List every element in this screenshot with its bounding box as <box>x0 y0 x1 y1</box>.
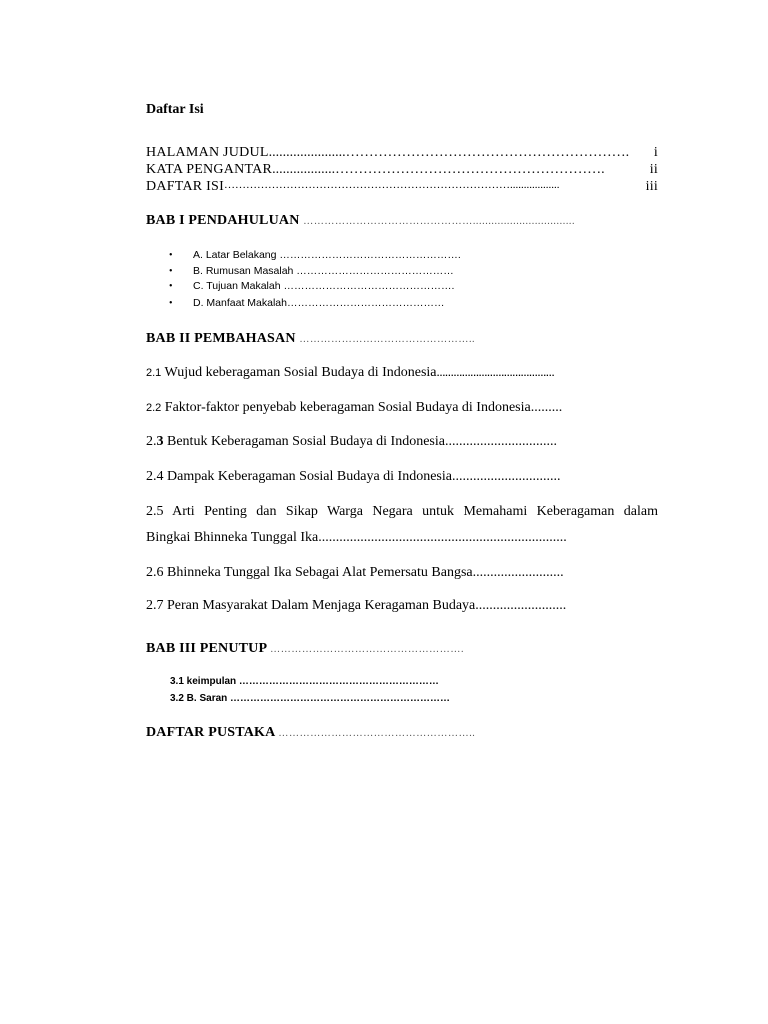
section-3-1: 3.1 keimpulan …………………………………………………… <box>170 676 439 687</box>
section-2-5-line-1: 2.5 Arti Penting dan Sikap Warga Negara untuk Memahami Keberagaman dalam <box>146 504 658 519</box>
toc-entry-label: KATA PENGANTAR <box>146 163 273 177</box>
toc-entry-page: iii <box>645 180 658 194</box>
toc-entry-leader: …………………………………………………………………….................. <box>224 180 560 191</box>
section-number: 2.1 <box>146 367 162 379</box>
section-2-2 <box>146 401 562 415</box>
chapter-heading-label: DAFTAR PUSTAKA <box>146 725 275 740</box>
toc-entry-halaman-judul <box>146 146 658 160</box>
section-3-2: 3.2 B. Saran ………………………………………………………… <box>170 693 451 704</box>
bullet-icon: • <box>169 250 173 261</box>
bullet-icon: • <box>169 298 173 309</box>
sub-item-tujuan-makalah: C. Tujuan Makalah …………………………………………. <box>193 280 455 292</box>
section-title: Faktor-faktor penyebab keberagaman Sosial Budaya di Indonesia......... <box>161 400 563 415</box>
section-2-3 <box>146 435 557 449</box>
toc-entry-kata-pengantar <box>146 163 658 177</box>
chapter-heading-daftar-pustaka <box>146 726 475 740</box>
toc-entry-label: HALAMAN JUDUL <box>146 146 269 160</box>
chapter-heading-bab-1 <box>146 214 575 228</box>
chapter-heading-leader: ………………………………………….. <box>299 334 476 345</box>
toc-entry-page: i <box>653 146 658 160</box>
bullet-icon: • <box>169 281 173 292</box>
section-number: 2.2 <box>146 402 162 414</box>
toc-entry-daftar-isi <box>146 180 658 194</box>
chapter-heading-leader: ………………………………………………. <box>270 644 465 655</box>
toc-entry-label: DAFTAR ISI <box>146 180 224 194</box>
section-number: 2. <box>146 434 157 449</box>
section-2-6: 2.6 Bhinneka Tunggal Ika Sebagai Alat Pemersatu Bangsa.......................... <box>146 565 564 580</box>
chapter-heading-label: BAB II PEMBAHASAN <box>146 331 296 346</box>
section-title: Wujud keberagaman Sosial Budaya di Indonesia <box>161 365 437 380</box>
sub-item-manfaat-makalah: D. Manfaat Makalah……………………………………… <box>193 297 445 309</box>
section-2-7: 2.7 Peran Masyarakat Dalam Menjaga Keragaman Budaya.......................... <box>146 598 567 613</box>
toc-entry-leader: ......................……………………………………………………. <box>268 146 630 160</box>
toc-entry-page: ii <box>649 163 658 177</box>
section-leader: …………………………………… <box>436 368 555 378</box>
section-2-5-line-2: Bingkai Bhinneka Tunggal Ika....................................................................... <box>146 530 567 545</box>
chapter-heading-leader: …………………………………………................................. <box>303 216 576 227</box>
chapter-heading-leader: ……………………………………………….. <box>278 728 476 739</box>
section-2-1 <box>146 366 554 380</box>
section-2-4: 2.4 Dampak Keberagaman Sosial Budaya di Indonesia............................... <box>146 469 561 484</box>
chapter-heading-bab-2 <box>146 332 475 346</box>
section-title: Bentuk Keberagaman Sosial Budaya di Indonesia................................ <box>163 434 557 449</box>
sub-item-rumusan-masalah: B. Rumusan Masalah ……………………………………… <box>193 265 454 277</box>
page-title: Daftar Isi <box>146 102 204 117</box>
bullet-icon: • <box>169 266 173 277</box>
chapter-heading-label: BAB III PENUTUP <box>146 641 267 656</box>
section-number-bold: 3 <box>156 434 164 449</box>
toc-entry-leader: ..................…………………………………………………. <box>272 163 605 177</box>
chapter-heading-label: BAB I PENDAHULUAN <box>146 213 300 228</box>
sub-item-latar-belakang: A. Latar Belakang ……………………………………………. <box>193 249 461 261</box>
chapter-heading-bab-3 <box>146 642 464 656</box>
